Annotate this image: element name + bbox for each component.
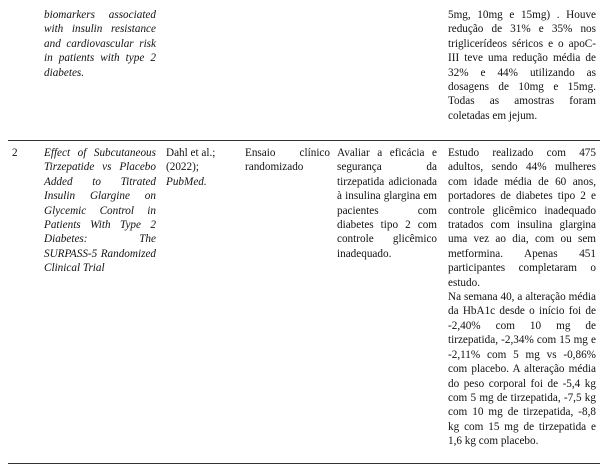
table-bottom-border <box>8 463 600 464</box>
row2-study-type: Ensaio clínico randomizado <box>245 147 330 174</box>
row2-results-paragraph-2: Na semana 40, a alteração média da HbA1c desde o início foi de -2,40% com 10 mg de tirzepatida, -2,34% com 15 mg e -2,11% com 5 mg vs -0,86% com placebo. A alteração média do peso corporal foi de -5,4 kg com 5 mg de tirzepatida, -7,5 kg com 10 mg de tirzepatida, -8,8 kg com 15 mg de tirzepatida e 1,6 kg com placebo. <box>448 291 596 448</box>
row2-results-paragraph-1: Estudo realizado com 475 adultos, sendo 44% mulheres com idade média de 60 anos, portadores de diabetes tipo 2 e controle glicêmico inadequado tratados com insulina glargina uma vez ao dia, com ou sem metformina. Apenas 451 participantes completaram o estudo. <box>448 147 596 289</box>
row2-authors-database: PubMed. <box>166 175 207 188</box>
row2-authors-citation: Dahl et al.; (2022); <box>166 147 216 174</box>
row-divider <box>8 140 600 141</box>
row2-authors <box>166 146 236 189</box>
row2-results <box>448 146 596 449</box>
row2-objective: Avaliar a eficácia e segurança da tirzepatida adicionada à insulina glargina em pacientes com diabetes tipo 2 com controle glicêmico inadequado. <box>337 147 437 260</box>
row1-results-tail: 5mg, 10mg e 15mg) . Houve redução de 31% e 35% nos triglicerídeos séricos e o apoC-III teve uma redução média de 32% e 44% utilizando as dosagens de 10mg e 15mg. Todas as amostras foram coletadas em jejum. <box>448 9 596 122</box>
row2-number: 2 <box>12 147 18 159</box>
row1-title-tail: biomarkers associated with insulin resistance and cardiovascular risk in patients with type 2 diabetes. <box>44 9 156 79</box>
row2-title: Effect of Subcutaneous Tirzepatide vs Placebo Added to Titrated Insulin Glargine on Glycemic Control in Patients With Type 2 Diabetes: The SURPASS-5 Randomized Clinical Trial <box>44 147 156 275</box>
